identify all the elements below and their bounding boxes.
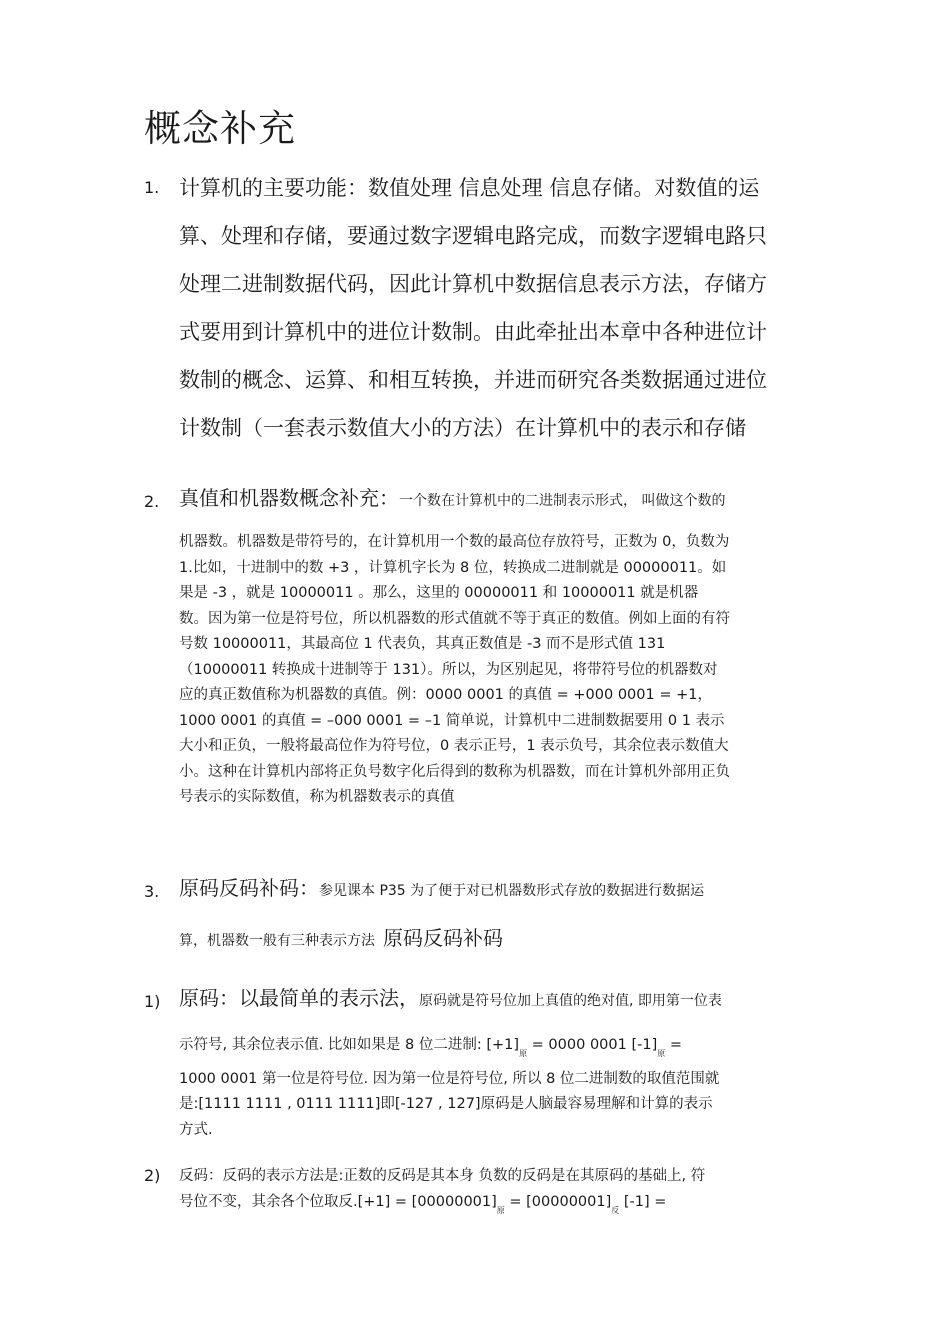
text-run: = [665, 1037, 682, 1053]
subscript: 原 [519, 1049, 528, 1058]
text-line: 1.比如，十进制中的数 +3 ，计算机字长为 8 位，转换成二进制就是 00000011。如 [179, 559, 727, 576]
text-run: [-1] = [619, 1193, 667, 1210]
item-number: 3. [144, 882, 160, 901]
text-line: 小。这种在计算机内部将正负号数字化后得到的数称为机器数，而在计算机外部用正负 [179, 763, 730, 780]
item-body [179, 978, 811, 1143]
item-number: 2. [144, 492, 160, 511]
item-heading: 原码：以最简单的表示法， [179, 986, 419, 1010]
text-run: = 0000 0001 [-1] [527, 1037, 658, 1053]
item-number: 2) [144, 1166, 161, 1185]
text-line: 数。因为第一位是符号位，所以机器数的形式值就不等于真正的数值。例如上面的有符 [179, 610, 730, 627]
text-line: 算、处理和存储，要通过数字逻辑电路完成，而数字逻辑电路只 [179, 224, 767, 248]
text-run: = [00000001] [504, 1193, 612, 1210]
text-line: 计数制（一套表示数值大小的方法）在计算机中的表示和存储 [179, 416, 746, 440]
text-run: 一个数在计算机中的二进制表示形式， 叫做这个数的 [399, 493, 726, 509]
text-line: 应的真正数值称为机器数的真值。例：0000 0001 的真值 = +000 0001 = +1， [179, 687, 712, 703]
item-body [179, 478, 811, 811]
item-body [179, 868, 811, 959]
text-run: 号位不变，其余各个位取反.[+1] = [00000001] [179, 1193, 497, 1210]
text-line: 式要用到计算机中的进位计数制。由此牵扯出本章中各种进位计 [179, 320, 767, 344]
subscript: 反 [611, 1205, 620, 1215]
item-first-line [179, 868, 811, 920]
item-first-line [179, 478, 811, 530]
text-line: 果是 -3 ，就是 10000011 。那么，这里的 00000011 和 10000011 就是机器 [179, 585, 699, 601]
text-line: 数制的概念、运算、和相互转换，并进而研究各类数据通过进位 [179, 368, 767, 392]
text-run: 示符号, 其余位表示值. 比如如果是 8 位二进制: [+1] [179, 1037, 520, 1053]
text-line: 方式. [179, 1121, 213, 1138]
text-line: 号数 10000011，其最高位 1 代表负，其真正数值是 -3 而不是形式值 131 [179, 636, 666, 652]
item-second-line [179, 920, 811, 959]
text-line: 反码：反码的表示方法是:正数的反码是其本身 负数的反码是在其原码的基础上, 符 [179, 1168, 706, 1184]
subscript: 原 [496, 1205, 505, 1215]
item-number: 1. [144, 178, 160, 197]
text-line: 是:[1111 1111 , 0111 1111]即[-127 , 127]原码是人脑最容易理解和计算的表示 [179, 1096, 713, 1112]
page-title: 概念补充 [144, 107, 296, 150]
text-line: 1000 0001 第一位是符号位. 因为第一位是符号位, 所以 8 位二进制数的取值范围就 [179, 1070, 720, 1087]
text-line: 大小和正负，一般将最高位作为符号位，0 表示正号，1 表示负号，其余位表示数值大 [179, 738, 729, 754]
text-run-large: 原码反码补码 [383, 926, 503, 950]
text-line: 计算机的主要功能：数值处理 信息处理 信息存储。对数值的运 [179, 176, 760, 200]
paragraph [179, 1033, 811, 1143]
item-body [179, 1164, 811, 1223]
item-first-line [179, 978, 811, 1033]
item-body [179, 164, 811, 452]
text-line [179, 1033, 811, 1067]
text-line: 处理二进制数据代码，因此计算机中数据信息表示方法，存储方 [179, 272, 767, 296]
text-line: 号表示的实际数值，称为机器数表示的真值 [179, 789, 455, 805]
text-run: 算，机器数一般有三种表示方法 [179, 933, 375, 949]
text-line [179, 1190, 811, 1224]
subscript: 原 [657, 1049, 666, 1058]
paragraph [179, 530, 811, 811]
text-run: 原码就是符号位加上真值的绝对值, 即用第一位表 [419, 993, 722, 1009]
text-run: 参见课本 P35 为了便于对已机器数形式存放的数据进行数据运 [319, 883, 705, 899]
text-line: （10000011 转换成十进制等于 131）。所以，为区别起见，将带符号位的机器数对 [179, 661, 718, 678]
item-heading: 原码反码补码： [179, 876, 319, 900]
item-number: 1) [144, 992, 161, 1011]
text-line: 1000 0001 的真值 = –000 0001 = –1 简单说，计算机中二进制数据要用 0 1 表示 [179, 712, 725, 729]
text-line: 机器数。机器数是带符号的，在计算机用一个数的最高位存放符号，正数为 0，负数为 [179, 534, 730, 550]
item-heading: 真值和机器数概念补充： [179, 486, 399, 510]
